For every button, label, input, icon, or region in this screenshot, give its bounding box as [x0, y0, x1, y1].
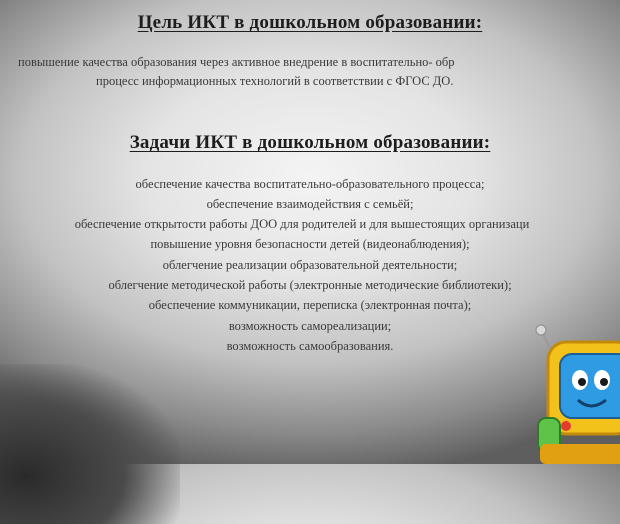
- goal-text-line-2: процесс информационных технологий в соответствии с ФГОС ДО.: [96, 74, 454, 88]
- task-item: повышение уровня безопасности детей (видеонаблюдения);: [150, 237, 470, 251]
- task-item: обеспечение взаимодействия с семьёй;: [206, 197, 414, 211]
- task-item: обеспечение качества воспитательно-образовательного процесса;: [135, 177, 485, 191]
- task-item: облегчение методической работы (электронные методические библиотеки);: [108, 278, 512, 292]
- task-item: возможность самообразования.: [226, 339, 394, 353]
- goal-heading: Цель ИКТ в дошкольном образовании:: [137, 12, 483, 33]
- task-item: облегчение реализации образовательной деятельности;: [162, 258, 458, 272]
- task-item: возможность самореализации;: [228, 319, 392, 333]
- cartoon-computer-robot-icon: [530, 322, 620, 464]
- background-shadow: [0, 364, 180, 524]
- task-item: обеспечение открытости работы ДОО для родителей и для вышестоящих организаци: [74, 217, 530, 231]
- tasks-heading: Задачи ИКТ в дошкольном образовании:: [129, 132, 491, 153]
- task-item: обеспечение коммуникации, переписка (электронная почта);: [148, 298, 472, 312]
- goal-text-line-1: повышение качества образования через активное внедрение в воспитательно- обр: [18, 55, 455, 69]
